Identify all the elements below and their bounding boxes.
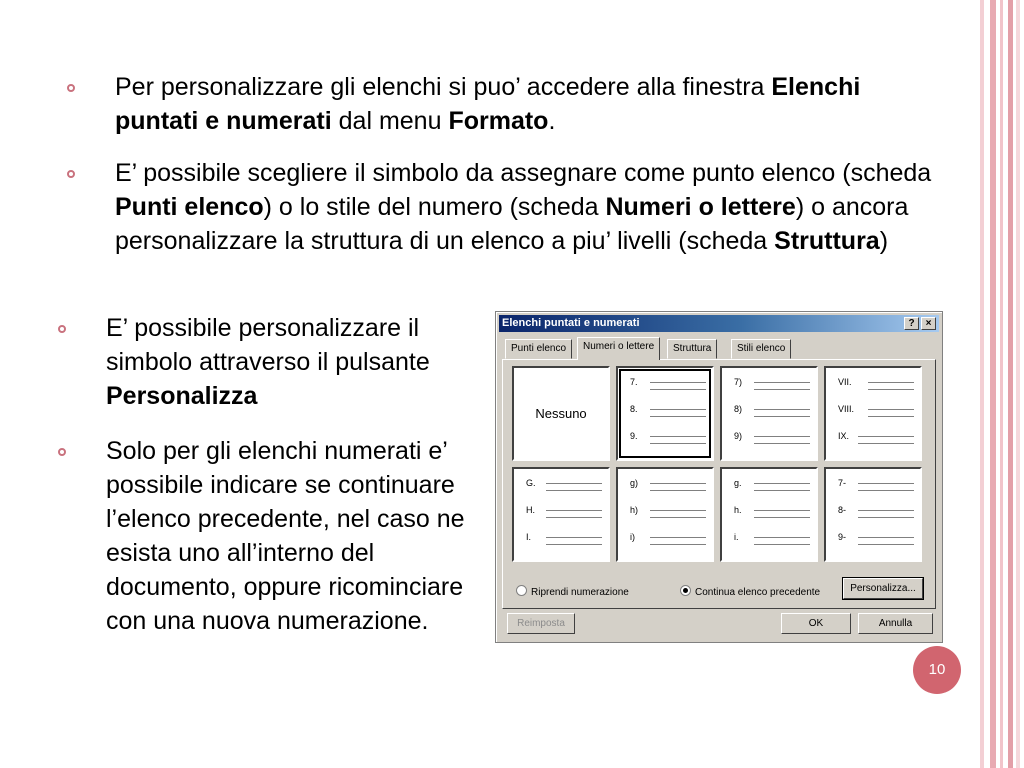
tab-numeri-o-lettere[interactable]: Numeri o lettere: [577, 337, 660, 360]
text-run: dal menu: [331, 107, 449, 135]
style-option-alpha-lower-period[interactable]: [720, 467, 818, 562]
dialog-title: Elenchi puntati e numerati: [502, 317, 640, 329]
sample-line: [546, 483, 602, 484]
sample-label: H.: [526, 505, 535, 515]
tab-punti-elenco[interactable]: Punti elenco: [505, 339, 572, 359]
sample-label: 8-: [838, 505, 847, 515]
bullet-text-2: [115, 156, 950, 258]
sample-label: I.: [526, 532, 532, 542]
sample-line: [650, 544, 706, 545]
text-run: E’ possibile personalizzare il simbolo attraverso il pulsante: [106, 314, 430, 376]
stripe: [1000, 0, 1003, 768]
sample-line: [858, 436, 914, 437]
sample-line: [858, 490, 914, 491]
radio-restart-label: Riprendi numerazione: [531, 587, 629, 598]
bullet-text-4: [106, 434, 476, 638]
bold-text: Numeri o lettere: [605, 193, 796, 221]
sample-row: [630, 376, 708, 390]
sample-line: [650, 490, 706, 491]
bold-text: Personalizza: [106, 382, 258, 410]
sample-row: [838, 477, 916, 491]
sample-label: 8.: [630, 404, 638, 414]
stripe: [990, 0, 996, 768]
sample-label: VIII.: [838, 404, 855, 414]
text-run: ) o ancora personalizzare la struttura di un elenco a piu’ livelli (scheda: [115, 193, 909, 255]
sample-line: [754, 544, 810, 545]
page-number-badge: 10: [913, 646, 961, 694]
bold-text: Formato: [448, 107, 549, 135]
sample-row: [838, 504, 916, 518]
sample-line: [754, 389, 810, 390]
bold-text: Elenchi puntati e numerati: [115, 73, 861, 135]
sample-line: [754, 436, 810, 437]
tab-stili-elenco[interactable]: Stili elenco: [731, 339, 791, 359]
sample-label: 9-: [838, 532, 847, 542]
text-run: E’ possibile scegliere il simbolo da assegnare come punto elenco (scheda: [115, 159, 932, 187]
sample-line: [650, 409, 706, 410]
sample-line: [858, 510, 914, 511]
sample-row: [630, 477, 708, 491]
sample-line: [546, 537, 602, 538]
sample-row: [630, 504, 708, 518]
sample-row: [838, 531, 916, 545]
sample-line: [650, 389, 706, 390]
sample-line: [754, 517, 810, 518]
sample-label: G.: [526, 478, 536, 488]
bold-text: Struttura: [774, 227, 880, 255]
sample-label: VII.: [838, 377, 852, 387]
text-run: Solo per gli elenchi numerati e’ possibile indicare se continuare l’elenco precedente, nel caso ne esista uno all’interno del documento, oppure ricominciare con una nuova numerazione.: [106, 437, 465, 635]
decorative-stripes: [980, 0, 1024, 768]
sample-row: [838, 430, 916, 444]
sample-line: [868, 409, 914, 410]
sample-line: [858, 443, 914, 444]
style-option-roman-upper[interactable]: [824, 366, 922, 461]
bullet-text-3: [106, 311, 491, 413]
style-option-arabic-paren[interactable]: [720, 366, 818, 461]
sample-row: [838, 403, 916, 417]
radio-restart-numbering[interactable]: [516, 585, 629, 598]
sample-label: 7): [734, 377, 743, 387]
sample-label: 7-: [838, 478, 847, 488]
sample-row: [630, 531, 708, 545]
sample-line: [650, 537, 706, 538]
stripe: [1008, 0, 1013, 768]
bullet-icon: [58, 448, 66, 456]
help-button[interactable]: ?: [904, 317, 919, 330]
sample-line: [546, 517, 602, 518]
sample-label: i): [630, 532, 635, 542]
sample-label: 9): [734, 431, 743, 441]
sample-label: g): [630, 478, 639, 488]
text-run: Per personalizzare gli elenchi si puo’ accedere alla finestra: [115, 73, 772, 101]
sample-line: [650, 517, 706, 518]
cancel-button[interactable]: Annulla: [858, 613, 933, 634]
radio-continue-label: Continua elenco precedente: [695, 587, 821, 598]
radio-selected-icon: [680, 585, 691, 596]
radio-icon: [516, 585, 527, 596]
sample-line: [754, 490, 810, 491]
tab-struttura[interactable]: Struttura: [667, 339, 717, 359]
sample-line: [858, 483, 914, 484]
sample-label: IX.: [838, 431, 850, 441]
sample-line: [754, 409, 810, 410]
sample-line: [858, 517, 914, 518]
sample-row: [630, 403, 708, 417]
sample-row: [630, 430, 708, 444]
ok-button[interactable]: OK: [781, 613, 851, 634]
stripe: [980, 0, 984, 768]
sample-line: [754, 537, 810, 538]
sample-label: g.: [734, 478, 742, 488]
sample-line: [650, 382, 706, 383]
sample-line: [754, 483, 810, 484]
sample-line: [868, 416, 914, 417]
text-run: ): [879, 227, 889, 255]
sample-row: [526, 504, 604, 518]
style-option-arabic-dash[interactable]: [824, 467, 922, 562]
sample-label: 9.: [630, 431, 638, 441]
sample-line: [868, 389, 914, 390]
sample-line: [650, 510, 706, 511]
sample-label: 8): [734, 404, 743, 414]
sample-row: [838, 376, 916, 390]
stripe: [1016, 0, 1020, 768]
text-run: .: [548, 107, 556, 135]
bullet-icon: [67, 170, 75, 178]
style-option-alpha-upper[interactable]: [512, 467, 610, 562]
sample-line: [754, 416, 810, 417]
sample-line: [858, 537, 914, 538]
sample-line: [546, 490, 602, 491]
sample-row: [734, 403, 812, 417]
sample-line: [546, 544, 602, 545]
sample-row: [734, 531, 812, 545]
customize-button[interactable]: Personalizza...: [843, 578, 923, 599]
sample-line: [754, 382, 810, 383]
close-button[interactable]: ×: [921, 317, 936, 330]
style-option-none[interactable]: [512, 366, 610, 461]
style-option-alpha-lower-paren[interactable]: [616, 467, 714, 562]
sample-line: [650, 483, 706, 484]
text-run: ) o lo stile del numero (scheda: [263, 193, 606, 221]
sample-label: h): [630, 505, 639, 515]
sample-line: [858, 544, 914, 545]
dialog-titlebar: [499, 315, 939, 332]
sample-row: [734, 477, 812, 491]
sample-line: [650, 436, 706, 437]
sample-row: [734, 504, 812, 518]
sample-label: 7.: [630, 377, 638, 387]
radio-continue-list[interactable]: [680, 585, 820, 598]
reset-button[interactable]: Reimposta: [507, 613, 575, 634]
sample-line: [754, 443, 810, 444]
bold-text: Punti elenco: [115, 193, 264, 221]
bullet-icon: [58, 325, 66, 333]
bullet-icon: [67, 84, 75, 92]
bullet-text-1: [115, 70, 945, 138]
none-label: Nessuno: [535, 406, 587, 421]
sample-line: [650, 416, 706, 417]
sample-label: i.: [734, 532, 739, 542]
bullets-numbering-dialog: [495, 311, 943, 643]
sample-line: [754, 510, 810, 511]
sample-line: [546, 510, 602, 511]
sample-row: [734, 430, 812, 444]
sample-line: [650, 443, 706, 444]
sample-row: [734, 376, 812, 390]
sample-row: [526, 531, 604, 545]
style-option-arabic-period[interactable]: [616, 366, 714, 461]
sample-row: [526, 477, 604, 491]
sample-line: [868, 382, 914, 383]
sample-label: h.: [734, 505, 742, 515]
